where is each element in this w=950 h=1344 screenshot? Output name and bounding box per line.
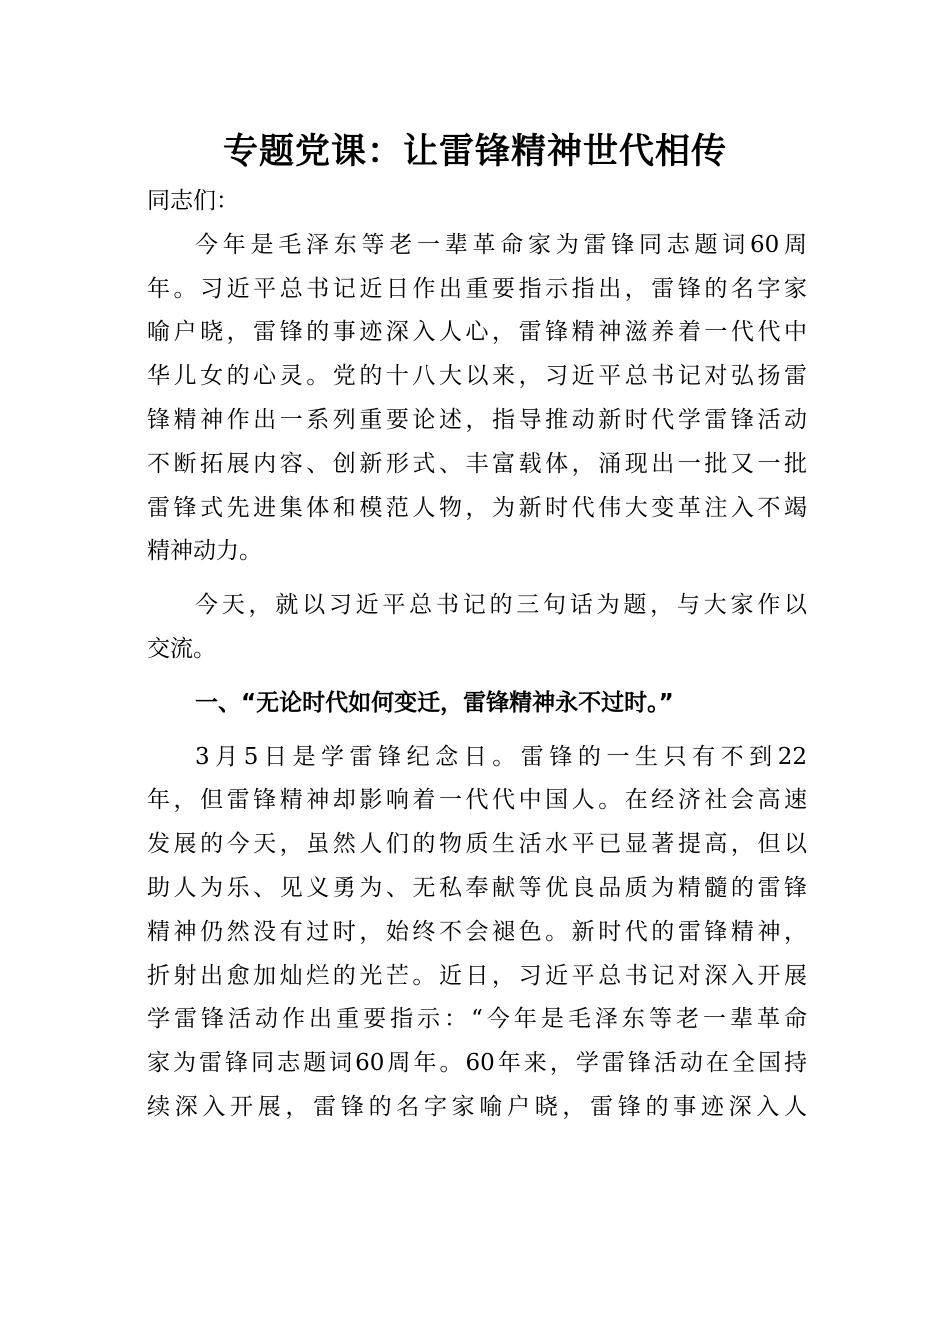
- paragraph-line: 3月5日是学雷锋纪念日。雷锋的一生只有不到22: [195, 743, 807, 770]
- paragraph-line: 不断拓展内容、创新形式、丰富载体，涌现出一批又一批: [147, 450, 807, 477]
- paragraph-line: 今年是毛泽东等老一辈革命家为雷锋同志题词60周: [195, 231, 807, 258]
- paragraph-line: 折射出愈加灿烂的光芒。近日，习近平总书记对深入开展: [147, 962, 807, 989]
- paragraph-line: 年，但雷锋精神却影响着一代代中国人。在经济社会高速: [147, 787, 807, 814]
- paragraph-line: 年。习近平总书记近日作出重要指示指出，雷锋的名字家: [147, 275, 807, 302]
- paragraph-line: 学雷锋活动作出重要指示：“今年是毛泽东等老一辈革命: [147, 1006, 807, 1033]
- paragraph-line: 精神动力。: [147, 538, 262, 565]
- paragraph-line: 精神仍然没有过时，始终不会褪色。新时代的雷锋精神，: [147, 918, 807, 945]
- paragraph-line: 锋精神作出一系列重要论述，指导推动新时代学雷锋活动: [147, 406, 807, 433]
- paragraph-2: [147, 584, 807, 672]
- document-body: [147, 180, 807, 1130]
- paragraph-line: 家为雷锋同志题词60周年。60年来，学雷锋活动在全国持: [147, 1050, 807, 1077]
- paragraph-3: [147, 736, 807, 1130]
- salutation: 同志们：: [147, 188, 239, 214]
- paragraph-line: 交流。: [147, 635, 216, 662]
- paragraph-line: 雷锋式先进集体和模范人物，为新时代伟大变革注入不竭: [147, 494, 807, 521]
- paragraph-1: [147, 224, 807, 574]
- paragraph-line: 华儿女的心灵。党的十八大以来，习近平总书记对弘扬雷: [147, 363, 807, 390]
- paragraph-line: 喻户晓，雷锋的事迹深入人心，雷锋精神滋养着一代代中: [147, 319, 807, 346]
- section-heading-1: 一、“无论时代如何变迁，雷锋精神永不过时。”: [195, 689, 674, 716]
- paragraph-line: 助人为乐、见义勇为、无私奉献等优良品质为精髓的雷锋: [147, 874, 807, 901]
- paragraph-line: 发展的今天，虽然人们的物质生活水平已显著提高，但以: [147, 831, 807, 858]
- document-title: 专题党课：让雷锋精神世代相传: [222, 132, 727, 172]
- paragraph-line: 今天，就以习近平总书记的三句话为题，与大家作以: [195, 592, 807, 619]
- paragraph-line: 续深入开展，雷锋的名字家喻户晓，雷锋的事迹深入人: [147, 1093, 807, 1120]
